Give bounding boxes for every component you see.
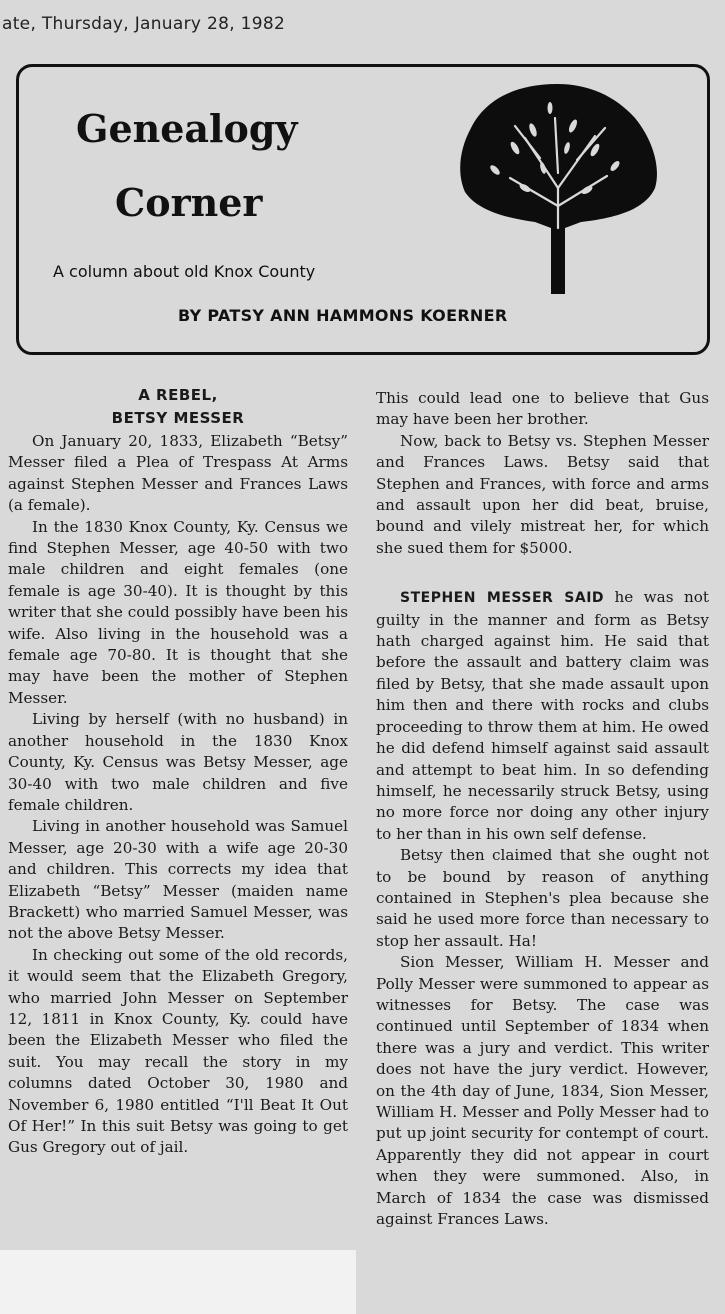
article-paragraph-6: Now, back to Betsy vs. Stephen Messer and Frances Laws. Betsy said that Stephen and Frances, with force and arms and assault upon her did beat, bruise, bound and vilely mistreat her, for which she sued them for $5000. — [376, 431, 709, 557]
clipping-right-tab — [356, 1240, 725, 1314]
article-headline-line1: A REBEL, — [138, 386, 218, 404]
column-title-line1: Genealogy — [76, 106, 298, 151]
section-head-rest: he was not guilty in the manner and form as Betsy hath charged against him. He said that before the assault and battery claim was filed by Betsy, that she made assault upon him then and there with rocks and clubs proceeding to throw them at him. He owed he did defend himself against said assault and attempt to beat him. In so defending himself, he necessarily struck Betsy, using no more force nor doing any other injury to her than in his own self defense. — [376, 588, 709, 843]
tree-icon — [455, 78, 660, 296]
article-right-column — [376, 388, 709, 1230]
article-continuation: This could lead one to believe that Gus may have been her brother. — [376, 389, 709, 429]
article-headline-line2: BETSY MESSER — [111, 409, 245, 427]
author-byline: BY PATSY ANN HAMMONS KOERNER — [178, 306, 508, 325]
section-spacer — [376, 559, 709, 587]
article-paragraph-1: On January 20, 1833, Elizabeth “Betsy” Messer filed a Plea of Trespass At Arms against Stephen Messer and Frances Laws (a female). — [8, 432, 348, 515]
article-paragraph-5: In checking out some of the old records, it would seem that the Elizabeth Gregory, who married John Messer on September 12, 1811 in Knox County, Ky. could have been the Elizabeth Messer who filed the suit. You may recall the story in my columns dated October 30, 1980 and November 6, 1980 entitled “I'll Beat It Out Of Her!” In this suit Betsy was going to get Gus Gregory out of jail. — [8, 945, 348, 1157]
article-left-column — [8, 385, 348, 1159]
section-head: STEPHEN MESSER SAID — [400, 590, 605, 607]
article-paragraph-9: Sion Messer, William H. Messer and Polly Messer were summoned to appear as witnesses for Betsy. The case was continued until September of 1834 when there was a jury and verdict. This writer does not have the jury verdict. However, on the 4th day of June, 1834, Sion Messer, William H. Messer and Polly Messer had to put up joint security for contempt of court. Apparently they did not appear in court when they were summoned. Also, in March of 1834 the case was dismissed against Frances Laws. — [376, 953, 709, 1229]
column-subtitle: A column about old Knox County — [53, 262, 316, 281]
article-paragraph-7 — [376, 587, 709, 845]
dateline: ate, Thursday, January 28, 1982 — [2, 14, 286, 34]
article-paragraph-8: Betsy then claimed that she ought not to be bound by reason of anything contained in Stephen's plea because she said he used more force than necessary to stop her assault. Ha! — [376, 846, 709, 950]
article-paragraph-3: Living by herself (with no husband) in another household in the 1830 Knox County, Ky. Census was Betsy Messer, age 30-40 with two male children and five female children. — [8, 710, 348, 814]
article-paragraph-4: Living in another household was Samuel Messer, age 20-30 with a wife age 20-30 and children. This corrects my idea that Elizabeth “Betsy” Messer (maiden name Brackett) who married Samuel Messer, was not the above Betsy Messer. — [8, 817, 348, 943]
article-paragraph-2: In the 1830 Knox County, Ky. Census we find Stephen Messer, age 40-50 with two male children and eight females (one female is age 30-40). It is thought by this writer that she could possibly have been his wife. Also living in the household was a female age 70-80. It is thought that she may have been the mother of Stephen Messer. — [8, 517, 348, 707]
clipping-torn-edge — [0, 1250, 356, 1314]
column-title-line2: Corner — [115, 180, 263, 225]
